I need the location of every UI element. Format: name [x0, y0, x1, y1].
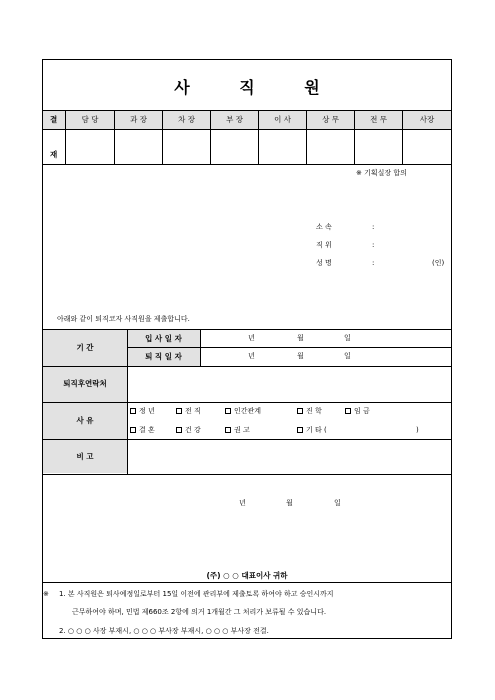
approval-col-staff: 담 당: [81, 115, 99, 124]
divider: [43, 582, 451, 583]
checkbox-icon: [176, 408, 182, 414]
approval-col-president: 사장: [419, 115, 435, 124]
footnote-line-1: 1. 본 사직원은 퇴사예정일로부터 15일 이전에 관리부에 제출토록 하여야 하고 승인시까지: [59, 590, 334, 598]
remarks-label: 비 고: [76, 452, 94, 461]
approval-col-director: 이 사: [274, 115, 291, 124]
name-label: 성 명: [316, 259, 332, 267]
join-date-label: 입 사 일 자: [145, 334, 182, 343]
recipient-line: (주) ○ ○ 대표이사 귀하: [206, 571, 288, 580]
leave-day: 일: [344, 352, 351, 360]
divider: [43, 366, 451, 367]
contact-after-resignation-label: 퇴직후연락처: [63, 379, 107, 388]
join-day: 일: [344, 334, 351, 342]
colon: :: [372, 259, 375, 267]
approval-label-top: 결: [50, 115, 58, 124]
checkbox-icon: [225, 408, 231, 414]
approval-label-bottom: 재: [50, 150, 58, 159]
divider: [43, 329, 451, 330]
colon: :: [372, 241, 375, 249]
leave-year: 년: [248, 352, 255, 360]
checkbox-icon: [345, 408, 351, 414]
divider: [127, 347, 451, 348]
checkbox-icon: [130, 427, 136, 433]
divider: [43, 164, 451, 165]
department-label: 소 속: [316, 223, 332, 231]
divider: [200, 329, 201, 366]
reason-option-relationships[interactable]: 인간관계: [225, 408, 261, 415]
reason-option-health[interactable]: 건 강: [176, 427, 201, 434]
footnote-line-3: 2. ○ ○ ○ 사장 부재시, ○ ○ ○ 부사장 부재시, ○ ○ ○ 부사장 전결.: [59, 627, 269, 635]
reason-option-job-change[interactable]: 전 직: [176, 408, 201, 415]
seal-mark: (인): [432, 259, 445, 267]
checkbox-icon: [225, 427, 231, 433]
divider: [43, 439, 451, 440]
resignation-form: [42, 59, 452, 639]
reason-option-marriage[interactable]: 결 혼: [130, 427, 155, 434]
checkbox-icon: [176, 427, 182, 433]
reason-option-recommendation[interactable]: 권 고: [225, 427, 250, 434]
planning-director-note: ※ 기획실장 합의: [356, 169, 407, 177]
approval-col-managing-director: 상 무: [322, 115, 339, 124]
position-label: 직 위: [316, 241, 332, 249]
colon: :: [372, 223, 375, 231]
leave-date-label: 퇴 직 일 자: [145, 352, 182, 361]
other-close-paren: ): [416, 426, 419, 434]
divider: [43, 129, 451, 130]
approval-col-section-chief: 과 장: [130, 115, 147, 124]
submit-year: 년: [239, 499, 246, 507]
reason-option-other[interactable]: 기 타 (: [297, 427, 327, 434]
divider: [43, 474, 451, 475]
submit-month: 월: [286, 499, 293, 507]
join-month: 월: [297, 334, 304, 342]
reason-label: 사 유: [76, 416, 94, 425]
join-year: 년: [248, 334, 255, 342]
leave-month: 월: [297, 352, 304, 360]
approval-col-deputy-manager: 차 장: [178, 115, 195, 124]
divider: [127, 329, 128, 474]
checkbox-icon: [297, 427, 303, 433]
divider: [43, 402, 451, 403]
divider: [43, 110, 451, 111]
approval-col-senior-managing-director: 전 무: [370, 115, 387, 124]
approval-col-manager: 부 장: [226, 115, 243, 124]
reason-option-wages[interactable]: 임 금: [345, 408, 370, 415]
form-title: 사 직 원: [174, 78, 342, 97]
submit-day: 일: [334, 499, 341, 507]
statement-text: 아래와 같이 퇴직코자 사직원을 제출합니다.: [57, 315, 190, 323]
period-label: 기 간: [76, 343, 94, 352]
reason-option-education[interactable]: 진 학: [297, 408, 322, 415]
footnote-line-2: 근무하여야 하며, 민법 제660조 2항에 의거 1개월간 그 처리가 보류될 수 있습니다.: [72, 608, 327, 616]
reason-option-retirement[interactable]: 정 년: [130, 408, 155, 415]
footnote-mark: ※: [43, 590, 49, 598]
checkbox-icon: [297, 408, 303, 414]
checkbox-icon: [130, 408, 136, 414]
